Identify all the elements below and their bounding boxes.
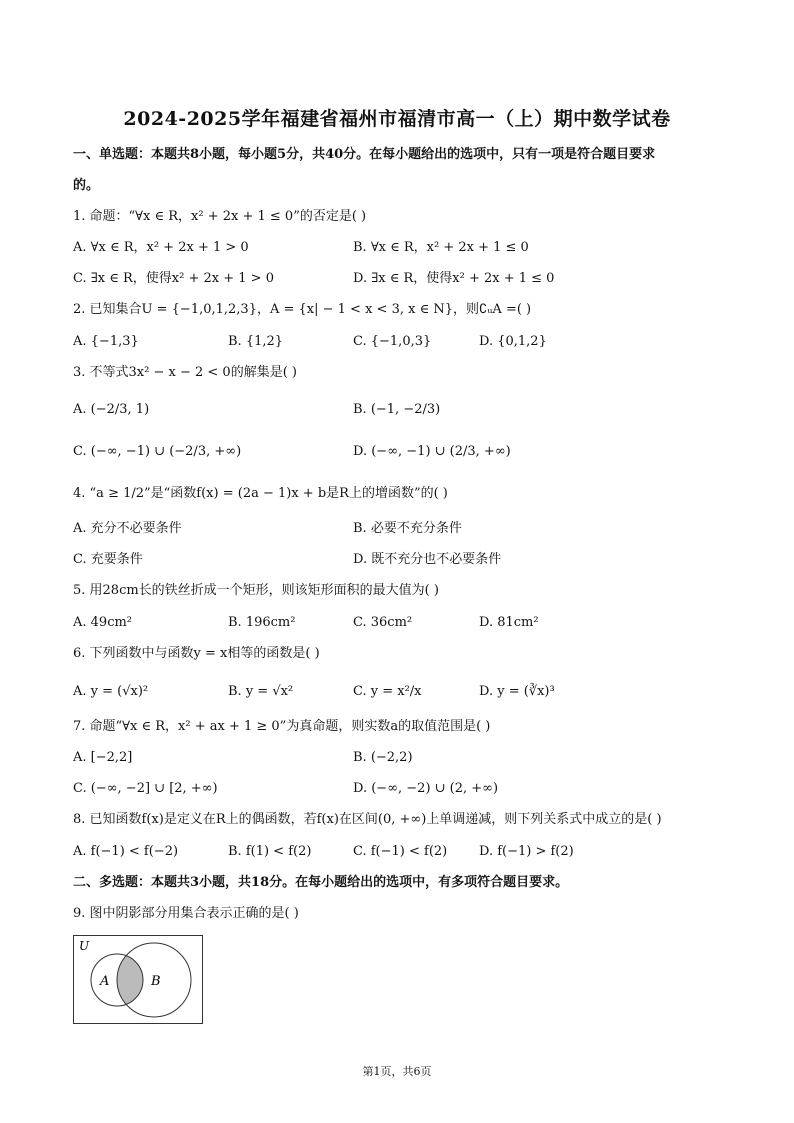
- q5-option-d: D. 81cm²: [479, 615, 539, 630]
- q1-option-b: B. ∀x ∈ R，x² + 2x + 1 ≤ 0: [353, 240, 529, 255]
- q2-option-c: C. {−1,0,3}: [353, 334, 432, 349]
- q4-option-b: B. 必要不充分条件: [353, 521, 462, 536]
- q3-option-c: C. (−∞, −1) ∪ (−2/3, +∞): [73, 444, 242, 459]
- q5-option-c: C. 36cm²: [353, 615, 413, 630]
- q4-option-c: C. 充要条件: [73, 552, 143, 567]
- q1-option-a: A. ∀x ∈ R，x² + 2x + 1 > 0: [73, 240, 249, 255]
- q4-stem: 4. “a ≥ 1/2”是“函数f(x) = (2a − 1)x + b是R上的增函数”的( ): [73, 486, 448, 501]
- q6-option-d: D. y = (∛x)³: [479, 684, 555, 699]
- q3-option-a: A. (−2/3, 1): [73, 402, 150, 417]
- q7-option-d: D. (−∞, −2) ∪ (2, +∞): [353, 781, 499, 796]
- q7-option-b: B. (−2,2): [353, 750, 413, 765]
- q7-option-c: C. (−∞, −2] ∪ [2, +∞): [73, 781, 218, 796]
- page-footer: 第1页，共6页: [362, 1065, 432, 1078]
- q8-option-b: B. f(1) < f(2): [228, 844, 312, 859]
- label-u: U: [79, 939, 90, 953]
- q2-option-b: B. {1,2}: [228, 334, 284, 349]
- q1-option-c: C. ∃x ∈ R，使得x² + 2x + 1 > 0: [73, 271, 274, 286]
- label-a: A: [100, 974, 110, 989]
- label-b: B: [151, 974, 161, 989]
- q7-option-a: A. [−2,2]: [73, 750, 133, 765]
- section-one-heading-cont: 的。: [73, 178, 100, 193]
- q3-option-d: D. (−∞, −1) ∪ (2/3, +∞): [353, 444, 511, 459]
- q2-stem: 2. 已知集合U = {−1,0,1,2,3}，A = {x| − 1 < x < 3, x ∈ N}，则∁ᵤA =( ): [73, 302, 532, 317]
- q5-option-b: B. 196cm²: [228, 615, 296, 630]
- q6-option-b: B. y = √x²: [228, 684, 294, 699]
- page-title: 2024-2025学年福建省福州市福清市高一（上）期中数学试卷: [123, 108, 671, 130]
- q5-stem: 5. 用28cm长的铁丝折成一个矩形，则该矩形面积的最大值为( ): [73, 583, 439, 598]
- q6-option-a: A. y = (√x)²: [73, 684, 149, 699]
- q1-option-d: D. ∃x ∈ R，使得x² + 2x + 1 ≤ 0: [353, 271, 555, 286]
- section-one-heading: 一、单选题：本题共8小题，每小题5分，共40分。在每小题给出的选项中，只有一项是符合题目要求: [73, 147, 656, 162]
- q3-option-b: B. (−1, −2/3): [353, 402, 441, 417]
- q6-stem: 6. 下列函数中与函数y = x相等的函数是( ): [73, 646, 320, 661]
- q5-option-a: A. 49cm²: [73, 615, 133, 630]
- q4-option-a: A. 充分不必要条件: [73, 521, 182, 536]
- q2-option-d: D. {0,1,2}: [479, 334, 547, 349]
- q8-option-d: D. f(−1) > f(2): [479, 844, 574, 859]
- section-two-heading: 二、多选题：本题共3小题，共18分。在每小题给出的选项中，有多项符合题目要求。: [73, 875, 569, 890]
- q7-stem: 7. 命题“∀x ∈ R，x² + ax + 1 ≥ 0”为真命题，则实数a的取值范围是( ): [73, 719, 491, 734]
- q3-stem: 3. 不等式3x² − x − 2 < 0的解集是( ): [73, 365, 297, 380]
- q4-option-d: D. 既不充分也不必要条件: [353, 552, 502, 567]
- q2-option-a: A. {−1,3}: [73, 334, 139, 349]
- q8-stem: 8. 已知函数f(x)是定义在R上的偶函数，若f(x)在区间(0, +∞)上单调递减，则下列关系式中成立的是( ): [73, 812, 662, 827]
- q1-stem: 1. 命题：“∀x ∈ R，x² + 2x + 1 ≤ 0”的否定是( ): [73, 209, 367, 224]
- venn-diagram: [73, 935, 203, 1024]
- q8-option-a: A. f(−1) < f(−2): [73, 844, 179, 859]
- q9-stem: 9. 图中阴影部分用集合表示正确的是( ): [73, 906, 299, 921]
- q6-option-c: C. y = x²/x: [353, 684, 422, 699]
- q8-option-c: C. f(−1) < f(2): [353, 844, 448, 859]
